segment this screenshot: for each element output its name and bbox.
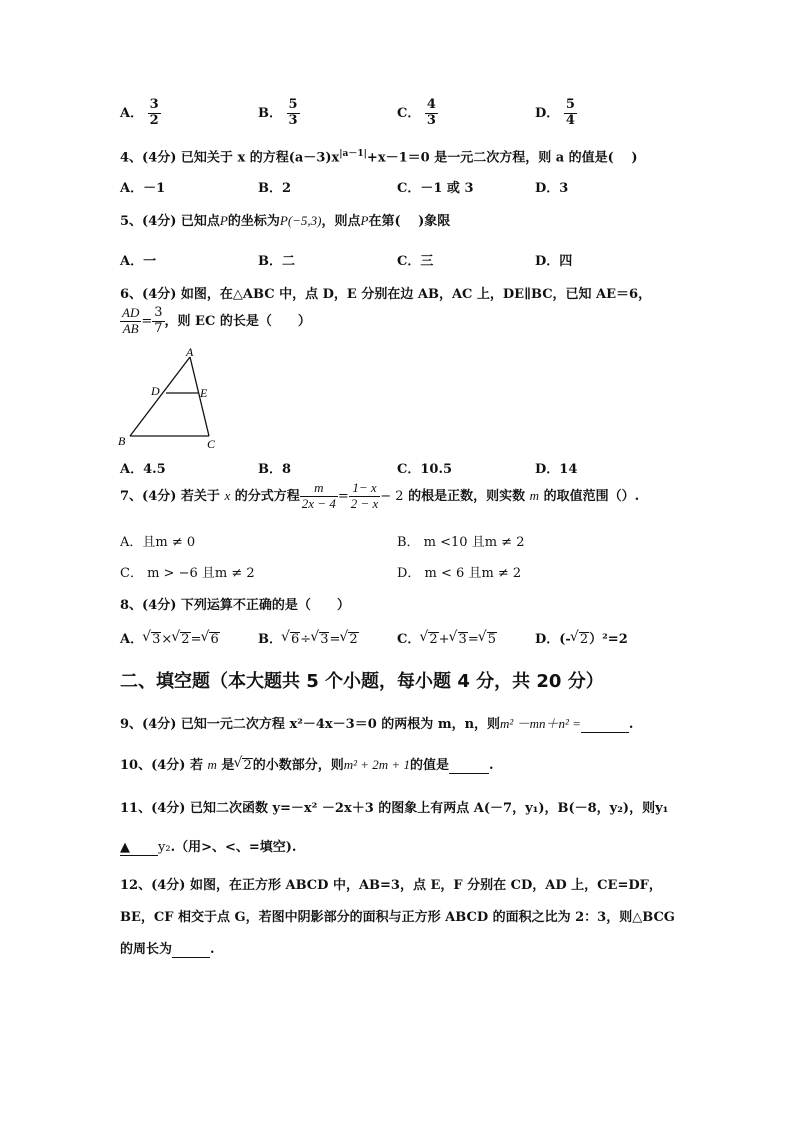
fraction: $\frac{4}{3}$ [426, 97, 436, 128]
q3-option-d: D． $\frac{5}{4}$ [535, 97, 575, 128]
fraction: $\frac{3}{2}$ [149, 97, 159, 128]
q7-option-d: D． m < 6 且m ≠ 2 [397, 566, 522, 581]
label-d: D [151, 384, 160, 398]
q7-option-b: B． m <10 且m ≠ 2 [397, 535, 525, 550]
q5-option-a: A．一 [120, 254, 157, 269]
q4-option-c: C．－1 或 3 [397, 181, 474, 196]
q8-option-b: B．√ 6÷√ 3=√ 2 [258, 628, 359, 647]
q5-option-c: C．三 [397, 254, 434, 269]
question-9: 9、(4分) 已知一元二次方程 x²－4x－3＝0 的两根为 m，n，则m² －mn＋n² = . [120, 716, 634, 732]
q8-option-c: C．√ 2+√ 3=√ 5 [397, 628, 497, 647]
q6-option-b: B．8 [258, 462, 292, 477]
question-12-line3: 的周长为 . [120, 942, 215, 957]
question-11-line1: 11、(4分) 已知二次函数 y=－x² －2x＋3 的图象上有两点 A(－7，y₁)，B(－8，y₂)，则y₁ [120, 801, 669, 816]
q6-option-a: A．4.5 [120, 462, 166, 477]
triangle-marker-icon: ▲ [120, 840, 130, 855]
fraction-m: $\frac{m}{2x - 4}$ [301, 480, 336, 511]
question-6-line2: $\frac{AD}{AB}$ = $\frac{3}{7}$ ，则 EC 的长是（ ） [122, 305, 311, 336]
label-e: E [200, 386, 208, 400]
ratio-fraction: $\frac{3}{7}$ [154, 305, 163, 336]
q4-option-a: A．－1 [120, 181, 166, 196]
question-5: 5、(4分) 已知点P的坐标为P(−5,3)，则点P在第( )象限 [120, 213, 451, 229]
q5-option-b: B．二 [258, 254, 295, 269]
question-8: 8、(4分) 下列运算不正确的是（ ） [120, 598, 350, 613]
section-heading-fill-in: 二、填空题（本大题共 5 个小题，每小题 4 分，共 20 分） [120, 671, 604, 692]
q7-option-a: A．且m ≠ 0 [120, 535, 196, 550]
ad-ab-fraction: $\frac{AD}{AB}$ [122, 305, 140, 336]
q3-option-b: B． $\frac{5}{3}$ [258, 97, 298, 128]
label-b: B [118, 434, 126, 448]
question-7: 7、(4分) 若关于 x 的分式方程 $\frac{m}{2x - 4}$ = $\frac{1- x}{2 - x}$ − 2 的根是正数，则实数 m 的取值范围（）. [120, 480, 640, 511]
q7-option-c: C． m > −6 且m ≠ 2 [120, 566, 255, 581]
q6-option-c: C．10.5 [397, 462, 453, 477]
answer-blank[interactable] [172, 942, 210, 958]
fraction-1-x: $\frac{1- x}{2 - x}$ [350, 480, 379, 511]
answer-blank[interactable] [581, 717, 629, 733]
q4-option-d: D．3 [535, 181, 569, 196]
label-a: A [186, 345, 194, 359]
question-6-line1: 6、(4分) 如图，在△ABC 中，点 D，E 分别在边 AB，AC 上，DE∥BC，已知 AE＝6， [120, 287, 652, 302]
triangle-figure [115, 343, 225, 453]
q3-option-c: C． $\frac{4}{3}$ [397, 97, 436, 128]
question-11-line2: ▲ y₂.（用>、<、=填空). [120, 840, 297, 855]
answer-blank[interactable] [449, 758, 489, 774]
q3-option-a: A． $\frac{3}{2}$ [120, 97, 159, 128]
answer-blank[interactable] [120, 840, 158, 856]
fraction: $\frac{5}{4}$ [565, 97, 575, 128]
q6-option-d: D．14 [535, 462, 578, 477]
q4-option-b: B．2 [258, 181, 292, 196]
label-c: C [207, 437, 216, 451]
question-12-line1: 12、(4分) 如图，在正方形 ABCD 中，AB=3，点 E，F 分别在 CD，AD 上，CE=DF， [120, 878, 662, 893]
q5-option-d: D．四 [535, 254, 573, 269]
fraction: $\frac{5}{3}$ [288, 97, 298, 128]
question-12-line2: BE，CF 相交于点 G，若图中阴影部分的面积与正方形 ABCD 的面积之比为 2：3，则△BCG [120, 910, 675, 925]
q8-option-a: A．√ 3×√ 2=√ 6 [120, 628, 220, 647]
q8-option-d: D．(-√ 2）²=2 [535, 628, 628, 647]
question-4: 4、(4分) 已知关于 x 的方程$(a-3)x^{|a-1|}+x-1=0$ 是一元二次方程，则 a 的值是( ) [120, 149, 638, 166]
question-10: 10、(4分) 若 m 是√ 2的小数部分，则m² + 2m + 1的值是 . [120, 754, 494, 774]
